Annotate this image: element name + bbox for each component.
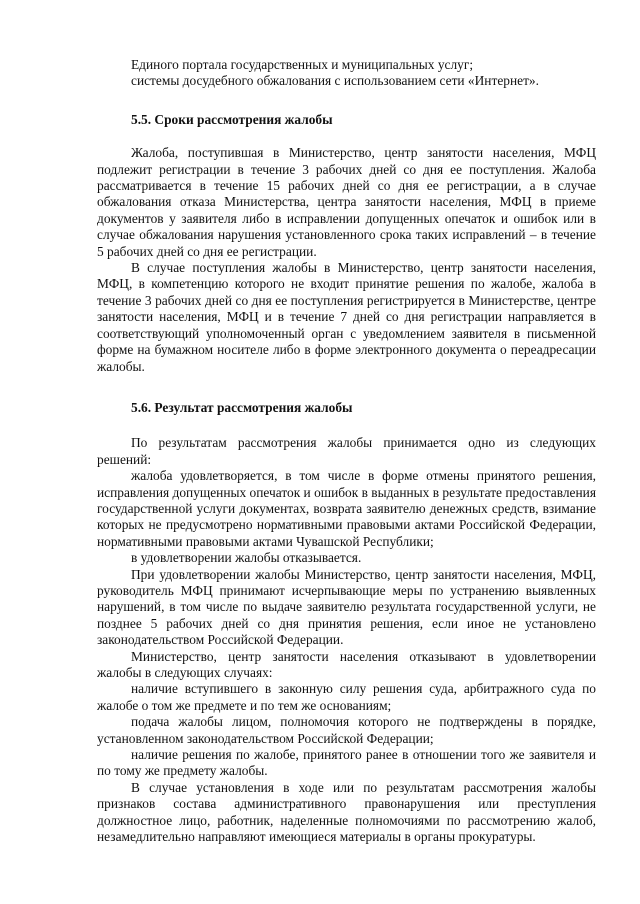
- paragraph: При удовлетворении жалобы Министерство, центр занятости населения, МФЦ, руководитель МФЦ принимают исчерпывающие меры по устранению выявленных нарушений, в том числе по выдаче заявителю результата государственной услуги, не позднее 5 рабочих дней со дня принятия решения, если иное не установлено законодательством Российской Федерации.: [97, 566, 596, 648]
- paragraph: жалоба удовлетворяется, в том числе в форме отмены принятого решения, исправления допущенных опечаток и ошибок в выданных в результате предоставления государственной услуги документах, возврата заявителю денежных средств, взимание которых не предусмотрено нормативными правовыми актами Российской Федерации, нормативными правовыми актами Чувашской Республики;: [97, 468, 596, 549]
- paragraph: наличие решения по жалобе, принятого ранее в отношении того же заявителя и по тому же предмету жалобы.: [97, 747, 596, 779]
- section-heading-5-6: 5.6. Результат рассмотрения жалобы: [131, 399, 353, 415]
- intro-line: системы досудебного обжалования с использованием сети «Интернет».: [131, 73, 539, 89]
- paragraph: Министерство, центр занятости населения отказывают в удовлетворении жалобы в следующих случаях:: [97, 648, 596, 680]
- paragraph: По результатам рассмотрения жалобы принимается одно из следующих решений:: [97, 435, 596, 467]
- intro-line: Единого портала государственных и муниципальных услуг;: [131, 57, 474, 72]
- paragraph: в удовлетворении жалобы отказывается.: [131, 550, 362, 566]
- paragraph: наличие вступившего в законную силу решения суда, арбитражного суда по жалобе о том же предмете и по тем же основаниям;: [97, 681, 596, 713]
- paragraph: В случае поступления жалобы в Министерство, центр занятости населения, МФЦ, в компетенцию которого не входит принятие решения по жалобе, жалоба в течение 3 рабочих дней со дня ее поступления регистрируется в Министерстве, центре занятости населения, МФЦ и в течение 7 дней со дня регистрации направляется в соответствующий уполномоченный орган с уведомлением заявителя в письменной форме на бумажном носителе либо в форме электронного документа о переадресации жалобы.: [97, 260, 596, 374]
- section-heading-5-5: 5.5. Сроки рассмотрения жалобы: [131, 111, 333, 127]
- paragraph: Жалоба, поступившая в Министерство, центр занятости населения, МФЦ подлежит регистрации в течение 3 рабочих дней со дня ее поступления. Жалоба рассматривается в течение 15 рабочих дней со дня ее регистрации, а в случае обжалования отказа Министерства, центра занятости населения, МФЦ в приеме документов у заявителя либо в исправлении допущенных опечаток и ошибок или в случае обжалования нарушения установленного срока таких исправлений – в течение 5 рабочих дней со дня ее регистрации.: [97, 145, 596, 259]
- paragraph: подача жалобы лицом, полномочия которого не подтверждены в порядке, установленном законодательством Российской Федерации;: [97, 714, 596, 746]
- paragraph: В случае установления в ходе или по результатам рассмотрения жалобы признаков состава административного правонарушения или преступления должностное лицо, работник, наделенные полномочиями по рассмотрению жалоб, незамедлительно направляют имеющиеся материалы в органы прокуратуры.: [97, 779, 596, 845]
